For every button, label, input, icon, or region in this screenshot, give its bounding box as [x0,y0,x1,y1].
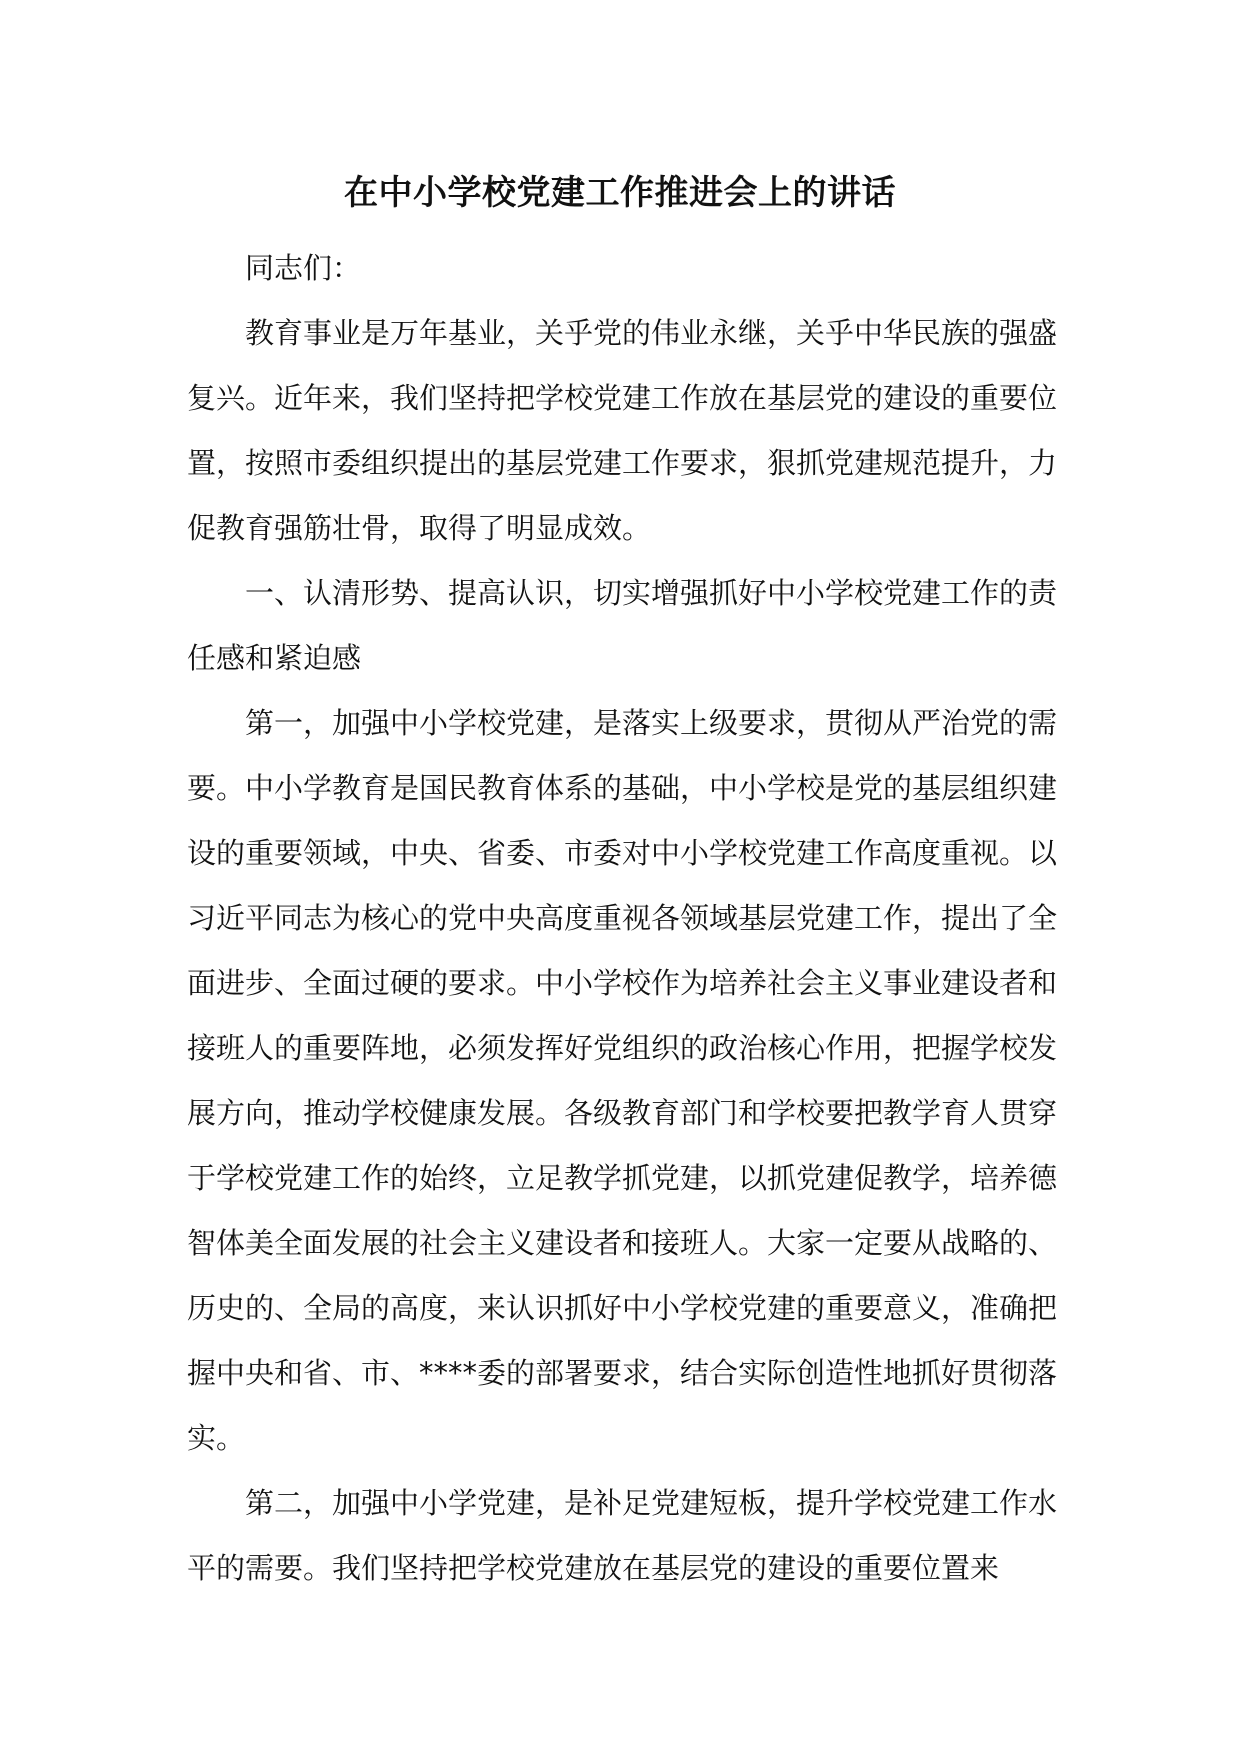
greeting: 同志们： [245,251,362,285]
paragraph-second-point: 第二，加强中小学党建，是补足党建短板，提升学校党建工作水平的需要。我们坚持把学校党建放在基层党的建设的重要位置来 [187,1486,1058,1585]
document-body [187,236,1057,1601]
paragraph-intro: 教育事业是万年基业，关乎党的伟业永继，关乎中华民族的强盛复兴。近年来，我们坚持把学校党建工作放在基层党的建设的重要位置，按照市委组织提出的基层党建工作要求，狠抓党建规范提升，力促教育强筋壮骨，取得了明显成效。 [187,316,1058,545]
section-heading-1: 一、认清形势、提高认识，切实增强抓好中小学校党建工作的责任感和紧迫感 [187,576,1058,675]
paragraph-first-point: 第一，加强中小学校党建，是落实上级要求，贯彻从严治党的需要。中小学教育是国民教育体系的基础，中小学校是党的基层组织建设的重要领域，中央、省委、市委对中小学校党建工作高度重视。以习近平同志为核心的党中央高度重视各领域基层党建工作，提出了全面进步、全面过硬的要求。中小学校作为培养社会主义事业建设者和接班人的重要阵地，必须发挥好党组织的政治核心作用，把握学校发展方向，推动学校健康发展。各级教育部门和学校要把教学育人贯穿于学校党建工作的始终，立足教学抓党建，以抓党建促教学，培养德智体美全面发展的社会主义建设者和接班人。大家一定要从战略的、历史的、全局的高度，来认识抓好中小学校党建的重要意义，准确把握中央和省、市、****委的部署要求，结合实际创造性地抓好贯彻落实。 [187,706,1058,1455]
document-title: 在中小学校党建工作推进会上的讲话 [344,173,896,213]
